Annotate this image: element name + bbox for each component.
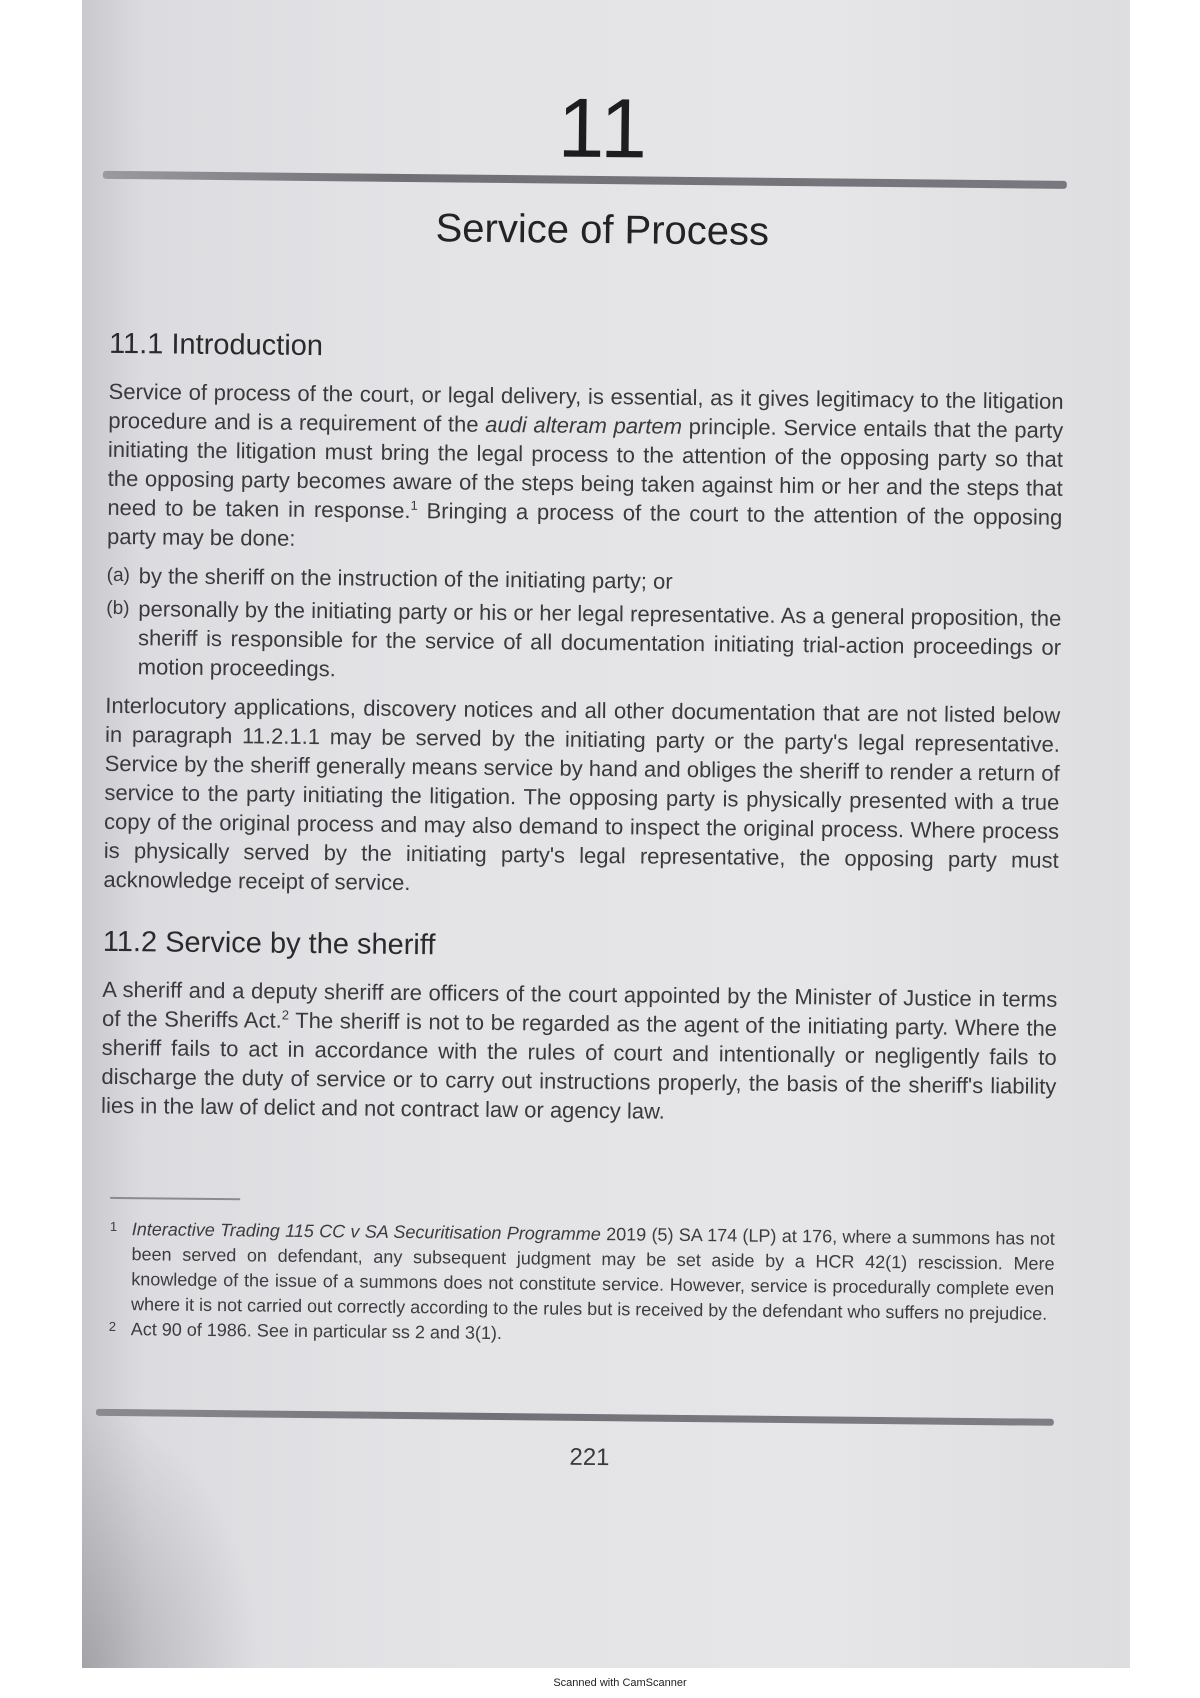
interlocutory-paragraph: Interlocutory applications, discovery notices and all other documentation that are not listed below in paragraph 11.2.1.1 may be served by the initiating party or the party's legal representative. Service by the sheriff generally means service by hand and obliges the sheriff to render a return of service to the party initiating the litigation. The opposing party is physically presented with a true copy of the original process and may also demand to inspect the original process. Where process is physically served by the initiating party's legal representative, the opposing party must acknowledge receipt of service. bbox=[103, 692, 1061, 896]
footnote-ref-1: 1 bbox=[410, 497, 418, 513]
footnote-number: 1 bbox=[109, 1218, 118, 1235]
chapter-title: Service of Process bbox=[435, 206, 770, 254]
footnote-number: 2 bbox=[108, 1318, 117, 1335]
page-rule-bottom bbox=[96, 1409, 1054, 1426]
body-text bbox=[101, 327, 1064, 1140]
footnote-separator bbox=[110, 1197, 240, 1200]
sheriff-paragraph bbox=[101, 975, 1057, 1130]
chapter-number: 11 bbox=[557, 80, 650, 176]
footnote-ref-2: 2 bbox=[281, 1007, 290, 1023]
section-heading-sheriff: 11.2 Service by the sheriff bbox=[102, 925, 436, 962]
intro-italic-term: audi alteram partem bbox=[485, 411, 683, 439]
scanned-page bbox=[82, 0, 1130, 1668]
sheriff-text-part-1: A sheriff and a deputy sheriff are officers of the court appointed by the Minister of Justice in terms of the Sheriffs Act. bbox=[101, 976, 1058, 1033]
list-item-label: (b) bbox=[106, 597, 130, 620]
footnote-text: Act 90 of 1986. See in particular ss 2 and 3(1). bbox=[130, 1319, 503, 1344]
footnote-1 bbox=[109, 1217, 1055, 1327]
intro-text-part-2: principle. Service entails that the party initiating the litigation must bring the legal process to the attention of the opposing party so that the opposing party becomes aware of the steps being taken against him or her and the steps that need to be taken in response. bbox=[107, 413, 1064, 524]
list-item-label: (a) bbox=[106, 564, 131, 587]
service-methods-list bbox=[106, 561, 1062, 691]
list-item bbox=[106, 594, 1062, 691]
intro-paragraph bbox=[107, 377, 1064, 561]
list-item bbox=[107, 561, 1062, 600]
list-item-text: by the sheriff on the instruction of the initiating party; or bbox=[138, 563, 673, 594]
intro-text-part-1: Service of process of the court, or legal delivery, is essential, as it gives legitimacy to the litigation procedure and is a requirement of the bbox=[108, 378, 1064, 437]
section-heading-introduction: 11.1 Introduction bbox=[108, 327, 324, 363]
book-page bbox=[87, 0, 1104, 1668]
sheriff-text-part-2: The sheriff is not to be regarded as the agent of the initiating party. Where the sheriff fails to act in accordance with the rules of court and intentionally or negligently fails to discharge the duty of service or to carry out instructions properly, the basis of the sheriff's liability lies in the law of delict and not contract law or agency law. bbox=[101, 1007, 1058, 1124]
intro-text-part-3: Bringing a process of the court to the attention of the opposing party may be done: bbox=[106, 498, 1063, 551]
footnote-text: 2019 (5) SA 174 (LP) at 176, where a summons has not been served on defendant, any subsequent judgment may be set aside by a HCR 42(1) rescission. Mere knowledge of the issue of a summons does not constitute service. However, service is procedurally complete even where it is not carried out correctly according to the rules but is received by the defendant who suffers no prejudice. bbox=[130, 1224, 1055, 1324]
footnotes bbox=[109, 1217, 1055, 1352]
page-number: 221 bbox=[569, 1443, 610, 1472]
footnote-case-name: Interactive Trading 115 CC v SA Securitisation Programme bbox=[131, 1219, 601, 1245]
scanner-watermark: Scanned with CamScanner bbox=[553, 1677, 687, 1689]
list-item-text: personally by the initiating party or his or her legal representative. As a general proposition, the sheriff is responsible for the service of all documentation initiating trial-action proceedings or motion proceedings. bbox=[137, 596, 1062, 682]
